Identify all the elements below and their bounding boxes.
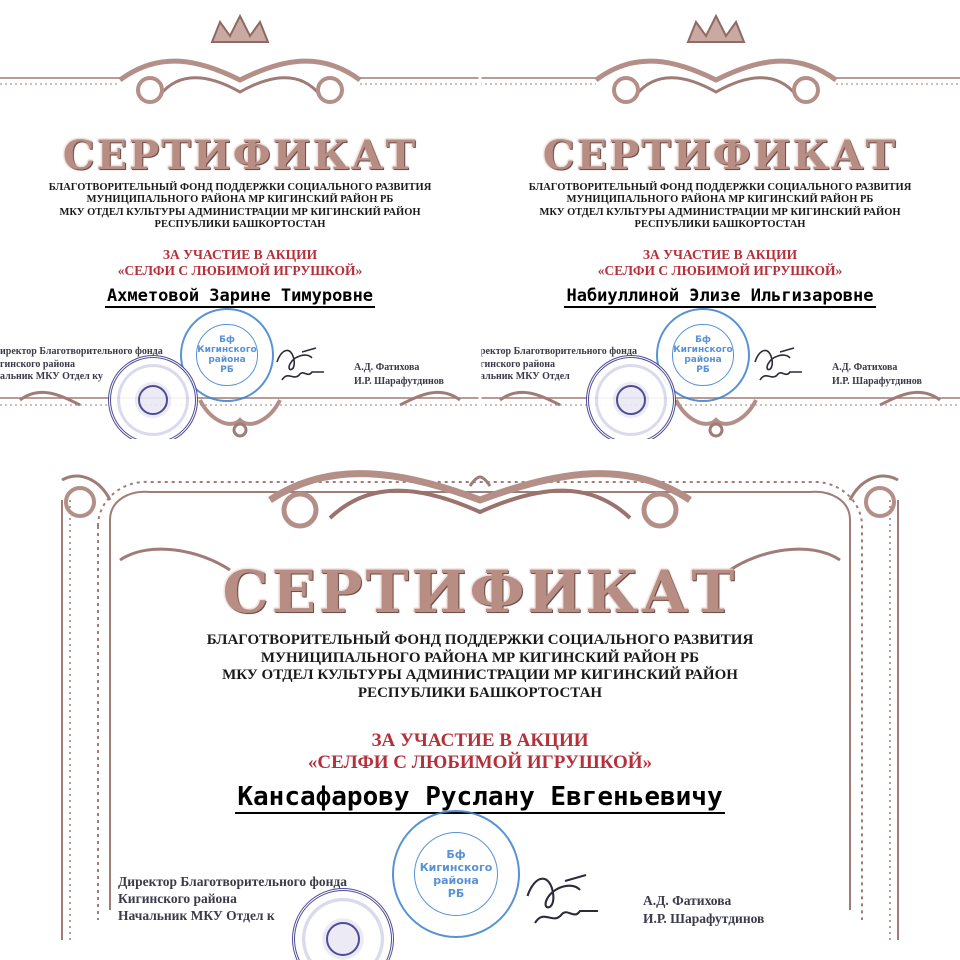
- emblem-icon: [138, 385, 168, 415]
- signatory-name: А.Д. Фатихова: [832, 362, 898, 373]
- stamp-text: района: [208, 355, 246, 365]
- signatory-line: Директор Благотворительного фонда: [118, 874, 347, 889]
- signatory-name: А.Д. Фатихова: [354, 362, 420, 373]
- handwritten-signature: [750, 342, 810, 386]
- stamp-text: Кигинского: [673, 345, 733, 355]
- right-signatories: [832, 361, 922, 388]
- org-line: БЛАГОТВОРИТЕЛЬНЫЙ ФОНД ПОДДЕРЖКИ СОЦИАЛЬНОГО РАЗВИТИЯ: [528, 182, 912, 193]
- stamp-text: района: [684, 355, 722, 365]
- signatory-name: А.Д. Фатихова: [643, 893, 732, 908]
- signatory-name: И.Р. Шарафутдинов: [354, 375, 444, 387]
- org-line: БЛАГОТВОРИТЕЛЬНЫЙ ФОНД ПОДДЕРЖКИ СОЦИАЛЬНОГО РАЗВИТИЯ: [206, 632, 754, 648]
- right-signatories: [643, 892, 764, 928]
- reason-line: «СЕЛФИ С ЛЮБИМОЙ ИГРУШКОЙ»: [307, 751, 653, 773]
- reason-line: ЗА УЧАСТИЕ В АКЦИИ: [162, 247, 318, 262]
- stamp-text: района: [433, 874, 479, 887]
- recipient-name: Кансафарову Руслану Евгеньевичу: [237, 782, 723, 812]
- handwritten-signature: [272, 342, 332, 386]
- emblem-icon: [616, 385, 646, 415]
- org-line: МКУ ОТДЕЛ КУЛЬТУРЫ АДМИНИСТРАЦИИ МР КИГИНСКИЙ РАЙОН: [59, 206, 421, 218]
- reason-line: ЗА УЧАСТИЕ В АКЦИИ: [371, 730, 589, 751]
- signatory-line: альник МКУ Отдел ку: [0, 371, 103, 382]
- reason-line: «СЕЛФИ С ЛЮБИМОЙ ИГРУШКОЙ»: [597, 262, 843, 278]
- org-line: РЕСПУБЛИКИ БАШКОРТОСТАН: [357, 685, 603, 702]
- right-signatories: [354, 361, 444, 388]
- certificate-3: [0, 440, 960, 960]
- stamp-text: Бф: [219, 335, 235, 345]
- recipient-row: [0, 286, 480, 308]
- signatory-line: иректор Благотворительного фонда: [0, 346, 163, 357]
- org-line: БЛАГОТВОРИТЕЛЬНЫЙ ФОНД ПОДДЕРЖКИ СОЦИАЛЬНОГО РАЗВИТИЯ: [48, 182, 432, 193]
- org-line: МУНИЦИПАЛЬНОГО РАЙОНА МР КИГИНСКИЙ РАЙОН РБ: [566, 194, 874, 206]
- award-reason: [0, 730, 960, 774]
- left-signatories: [118, 874, 347, 925]
- award-reason: [0, 247, 480, 278]
- signatory-line: гинского района: [480, 358, 556, 370]
- certificate-title: СЕРТИФИКАТ: [62, 132, 418, 179]
- signatory-name: И.Р. Шарафутдинов: [643, 911, 765, 927]
- certificate-title: СЕРТИФИКАТ: [222, 558, 738, 626]
- org-line: МКУ ОТДЕЛ КУЛЬТУРЫ АДМИНИСТРАЦИИ МР КИГИНСКИЙ РАЙОН: [539, 206, 901, 218]
- signatory-name: И.Р. Шарафутдинов: [832, 375, 922, 387]
- organization-block: [0, 632, 960, 703]
- reason-line: «СЕЛФИ С ЛЮБИМОЙ ИГРУШКОЙ»: [117, 262, 363, 278]
- stamp-text: РБ: [220, 365, 234, 375]
- stamp-text: Кигинского: [419, 861, 493, 874]
- signatory-line: ректор Благотворительного фонда: [480, 346, 637, 357]
- org-line: МУНИЦИПАЛЬНОГО РАЙОНА МР КИГИНСКИЙ РАЙОН РБ: [86, 194, 394, 206]
- certificate-1: [0, 0, 480, 440]
- award-reason: [480, 247, 960, 278]
- signatory-line: Кигинского района: [118, 890, 237, 906]
- signatory-line: альник МКУ Отдел: [480, 371, 570, 382]
- blue-stamp: [392, 810, 520, 938]
- org-line: РЕСПУБЛИКИ БАШКОРТОСТАН: [634, 219, 806, 231]
- left-signatories: [480, 346, 637, 384]
- recipient-row: [480, 286, 960, 308]
- organization-block: [0, 182, 480, 232]
- stamp-text: РБ: [447, 887, 465, 900]
- org-line: МУНИЦИПАЛЬНОГО РАЙОНА МР КИГИНСКИЙ РАЙОН РБ: [260, 649, 700, 666]
- emblem-icon: [326, 922, 361, 957]
- stamp-text: Кигинского: [197, 345, 257, 355]
- stamp-text: Бф: [695, 335, 711, 345]
- certificate-2: [480, 0, 960, 440]
- organization-block: [480, 182, 960, 232]
- recipient-row: [0, 782, 960, 814]
- signatory-line: гинского района: [0, 358, 76, 370]
- org-line: РЕСПУБЛИКИ БАШКОРТОСТАН: [154, 219, 326, 231]
- stamp-text: РБ: [696, 365, 710, 375]
- stamp-text: Бф: [446, 848, 466, 861]
- handwritten-signature: [520, 866, 610, 932]
- certificate-title: СЕРТИФИКАТ: [542, 132, 898, 179]
- signatory-line: Начальник МКУ Отдел к: [118, 907, 275, 923]
- reason-line: ЗА УЧАСТИЕ В АКЦИИ: [642, 247, 798, 262]
- recipient-name: Ахметовой Зарине Тимуровне: [106, 286, 374, 306]
- left-signatories: [0, 346, 163, 384]
- org-line: МКУ ОТДЕЛ КУЛЬТУРЫ АДМИНИСТРАЦИИ МР КИГИНСКИЙ РАЙОН: [222, 667, 738, 684]
- recipient-name: Набиуллиной Элизе Ильгизаровне: [566, 286, 874, 306]
